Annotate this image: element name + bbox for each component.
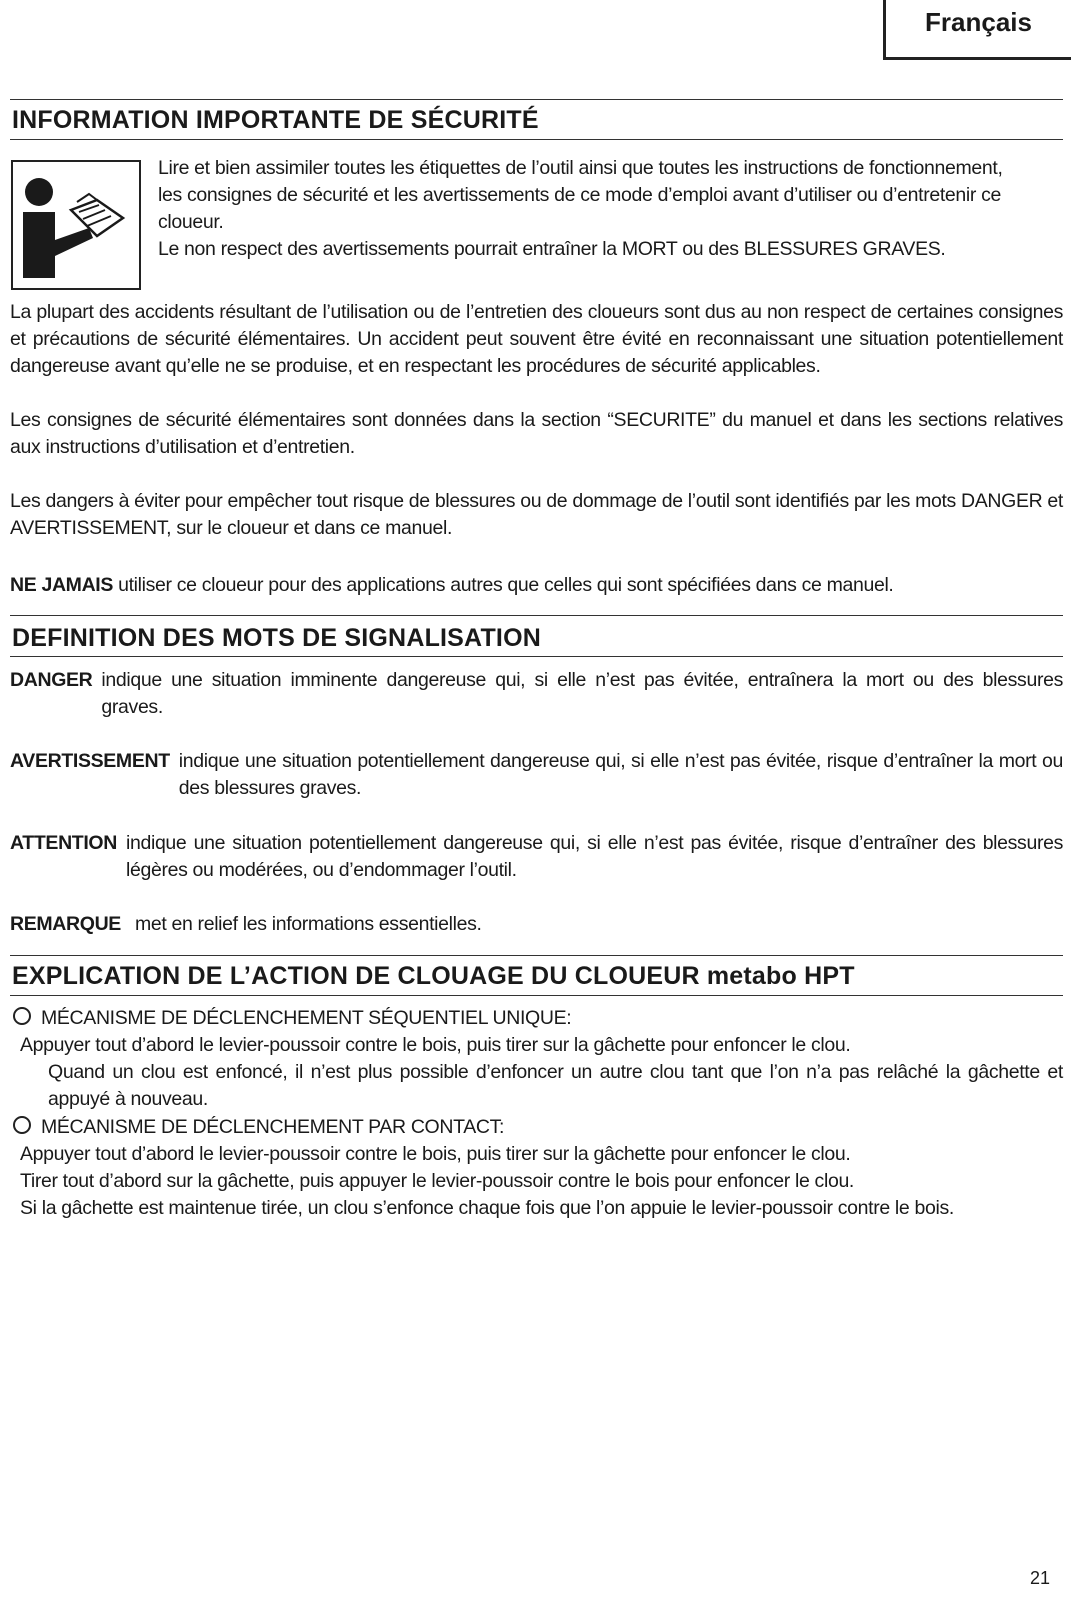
mechanism-line: Quand un clou est enfoncé, il n’est plus possible d’enfoncer un autre clou tant que l’on n’a pas relâché la gâchette et appuyé à nouveau. xyxy=(48,1061,1063,1110)
definition-term: DANGER xyxy=(10,669,93,691)
definition-text: indique une situation potentiellement dangereuse qui, si elle n’est pas évitée, risque d’entraîner la mort ou des blessures graves. xyxy=(178,750,1063,799)
section-title-nailing-action: EXPLICATION DE L’ACTION DE CLOUAGE DU CLOUEUR metabo HPT xyxy=(12,962,855,990)
page-number: 21 xyxy=(1030,1568,1051,1588)
definition-term: AVERTISSEMENT xyxy=(10,750,170,772)
intro-line: Le non respect des avertissements pourrait entraîner la MORT ou des BLESSURES GRAVES. xyxy=(158,238,946,260)
definition-caution xyxy=(10,830,1063,884)
mechanism-line: Tirer tout d’abord sur la gâchette, puis appuyer le levier-poussoir contre le bois pour enfoncer le clou. xyxy=(20,1170,855,1192)
mechanism-title: MÉCANISME DE DÉCLENCHEMENT PAR CONTACT: xyxy=(10,1114,1063,1141)
mechanism-line: Si la gâchette est maintenue tirée, un clou s’enfonce chaque fois que l’on appuie le levier-poussoir contre le bois. xyxy=(20,1197,954,1219)
read-manual-icon xyxy=(19,172,135,282)
intro-line: les consignes de sécurité et les avertissements de ce mode d’emploi avant d’utiliser ou d’entretenir ce xyxy=(158,184,1001,206)
section-title-safety: INFORMATION IMPORTANTE DE SÉCURITÉ xyxy=(12,106,539,134)
mechanism-line: Appuyer tout d’abord le levier-poussoir contre le bois, puis tirer sur la gâchette pour enfoncer le clou. xyxy=(20,1034,851,1056)
paragraph-never xyxy=(10,572,1063,599)
circle-bullet-icon xyxy=(13,1116,31,1134)
paragraph-dangers: Les dangers à éviter pour empêcher tout risque de blessures ou de dommage de l’outil sont identifiés par les mots DANGER et AVERTISSEMENT, sur le cloueur et dans ce manuel. xyxy=(10,490,1063,539)
divider xyxy=(10,615,1063,616)
circle-bullet-icon xyxy=(13,1007,31,1025)
safety-intro xyxy=(158,155,1063,263)
paragraph-safety-section: Les consignes de sécurité élémentaires sont données dans la section “SECURITE” du manuel et dans les sections relatives aux instructions d’utilisation et d’entretien. xyxy=(10,409,1063,458)
intro-line: cloueur. xyxy=(158,211,224,233)
definition-note xyxy=(10,911,1063,938)
divider xyxy=(10,99,1063,100)
divider xyxy=(10,955,1063,956)
definition-warning xyxy=(10,748,1063,802)
intro-line: Lire et bien assimiler toutes les étiquettes de l’outil ainsi que toutes les instructions de fonctionnement, xyxy=(158,157,1003,179)
definition-term: ATTENTION xyxy=(10,832,117,854)
definition-text: indique une situation potentiellement dangereuse qui, si elle n’est pas évitée, risque d’entraîner des blessures légères ou modérées, ou d’endommager l’outil. xyxy=(125,832,1063,881)
divider xyxy=(10,139,1063,140)
read-manual-icon-frame xyxy=(11,160,141,290)
never-label: NE JAMAIS xyxy=(10,574,114,596)
language-tab: Français xyxy=(883,0,1071,60)
mechanism-sequential xyxy=(10,1005,1063,1113)
mechanism-title: MÉCANISME DE DÉCLENCHEMENT SÉQUENTIEL UNIQUE: xyxy=(10,1005,1063,1032)
paragraph-accidents: La plupart des accidents résultant de l’utilisation ou de l’entretien des cloueurs sont dus au non respect de certaines consignes et précautions de sécurité élémentaires. Un accident peut souvent être évité en reconnaissant une situation potentiellement dangereuse avant qu’elle ne se produise, et en respectant les procédures de sécurité applicables. xyxy=(10,301,1063,377)
definition-term: REMARQUE xyxy=(10,913,121,935)
mechanism-contact xyxy=(10,1114,1063,1222)
divider xyxy=(10,995,1063,996)
definition-text: met en relief les informations essentielles. xyxy=(134,913,482,935)
mechanism-line: Appuyer tout d’abord le levier-poussoir contre le bois, puis tirer sur la gâchette pour enfoncer le clou. xyxy=(20,1143,851,1165)
never-text: utiliser ce cloueur pour des applications autres que celles qui sont spécifiées dans ce manuel. xyxy=(113,574,894,596)
section-title-signal-words: DEFINITION DES MOTS DE SIGNALISATION xyxy=(12,624,541,652)
definition-text: indique une situation imminente dangereuse qui, si elle n’est pas évitée, entraînera la mort ou des blessures graves. xyxy=(101,669,1063,718)
divider xyxy=(10,656,1063,657)
definition-danger xyxy=(10,667,1063,721)
